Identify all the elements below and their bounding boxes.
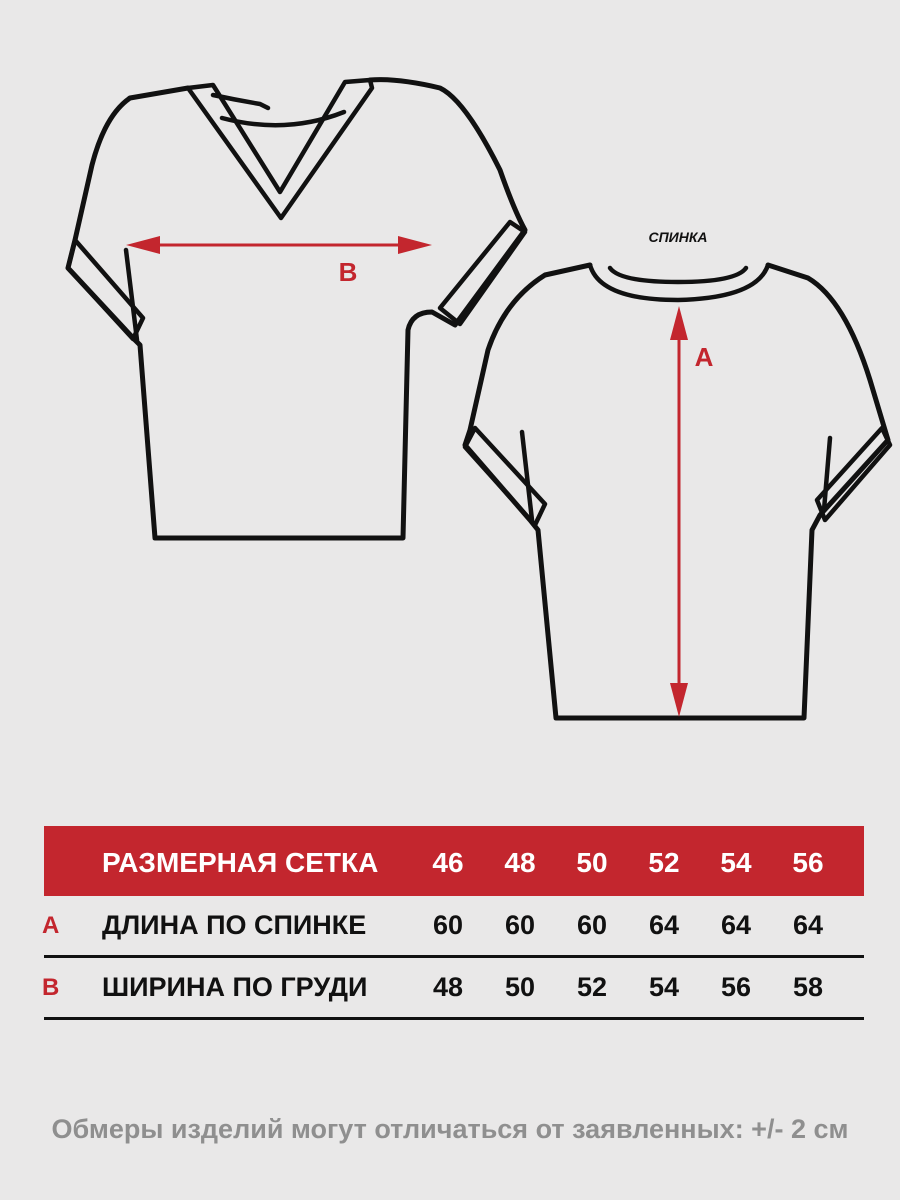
table-row-chest-width [44, 958, 864, 1020]
size-table [44, 826, 864, 1020]
arrowhead-right [398, 236, 432, 254]
front-view [68, 80, 525, 538]
measurement-tolerance-note: Обмеры изделий могут отличаться от заявленных: +/- 2 см [51, 1114, 849, 1144]
size-46: 46 [432, 847, 464, 878]
size-52: 52 [648, 847, 680, 878]
size-50: 50 [576, 847, 608, 878]
row-label-back-length: ДЛИНА ПО СПИНКЕ [102, 910, 367, 940]
back-left-side [522, 432, 532, 520]
table-row-back-length [44, 896, 864, 958]
table-cell: 52 [576, 972, 608, 1002]
table-cell: 48 [432, 972, 464, 1002]
row-marker-a: A [42, 911, 60, 939]
table-cell: 64 [648, 910, 680, 940]
front-left-side [126, 250, 137, 340]
table-cell: 50 [504, 972, 536, 1002]
back-collar-inner [610, 268, 746, 282]
size-48: 48 [504, 847, 536, 878]
back-right-side [824, 438, 830, 510]
size-table-header [44, 826, 864, 896]
front-neck-outer [188, 80, 372, 218]
row-label-chest-width: ШИРИНА ПО ГРУДИ [102, 972, 368, 1002]
arrowhead-left [126, 236, 160, 254]
table-cell: 56 [720, 972, 752, 1002]
table-cell: 58 [792, 972, 824, 1002]
label-a: A [694, 342, 714, 372]
size-table-title: РАЗМЕРНАЯ СЕТКА [102, 847, 379, 878]
front-right-cuff [440, 222, 525, 324]
arrowhead-top [670, 306, 688, 340]
front-width-measure [126, 236, 432, 287]
row-marker-b: B [42, 973, 60, 1001]
table-cell: 60 [576, 910, 608, 940]
back-view-label: СПИНКА [648, 229, 708, 245]
table-cell: 60 [504, 910, 536, 940]
table-cell: 54 [648, 972, 680, 1002]
label-b: B [338, 257, 358, 287]
table-cell: 60 [432, 910, 464, 940]
table-cell: 64 [792, 910, 824, 940]
table-cell: 64 [720, 910, 752, 940]
arrowhead-bottom [670, 683, 688, 717]
size-56: 56 [792, 847, 824, 878]
back-length-measure [670, 306, 714, 717]
size-54: 54 [720, 847, 752, 878]
